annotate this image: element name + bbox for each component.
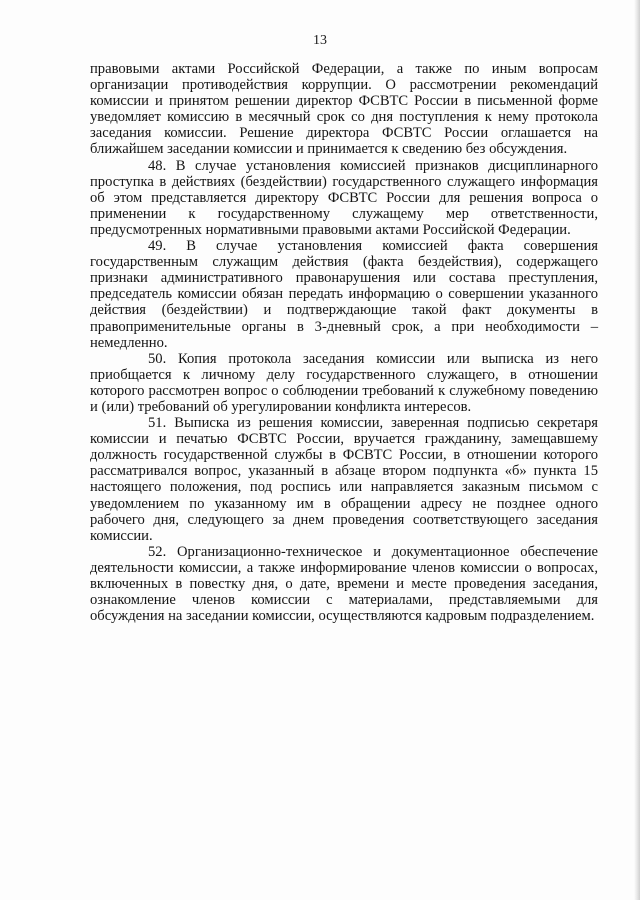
paragraph-48: 48. В случае установления комиссией признаков дисциплинарного проступка в действиях (бездействии) государственного служащего информация об этом представляется директору ФСВТС России для решения вопроса о применении к государственному служащему мер ответственности, предусмотренных нормативными правовыми актами Российской Федерации.: [90, 157, 598, 238]
scan-edge-shadow: [634, 0, 640, 900]
paragraph-49: 49. В случае установления комиссией факта совершения государственным служащим действия (факта бездействия), содержащего признаки административного правонарушения или состава преступления, председатель комиссии обязан передать информацию о совершении указанного действия (бездействии) и подтверждающие такой факт документы в правоприменительные органы в 3-дневный срок, а при необходимости – немедленно.: [90, 238, 598, 351]
paragraph-52: 52. Организационно-техническое и документационное обеспечение деятельности комиссии, а также информирование членов комиссии о вопросах, включенных в повестку дня, о дате, времени и месте проведения заседания, ознакомление членов комиссии с материалами, представляемыми для обсуждения на заседании комиссии, осуществляются кадровым подразделением.: [90, 543, 598, 625]
document-body: [90, 61, 598, 624]
paragraph-51: 51. Выписка из решения комиссии, заверенная подписью секретаря комиссии и печатью ФСВТС России, вручается гражданину, замещавшему должность государственной службы в ФСВТС России, в отношении которого рассматривался вопрос, указанный в абзаце втором подпункта «б» пункта 15 настоящего положения, под роспись или направляется заказным письмом с уведомлением по указанному им в обращении адресу не позднее одного рабочего дня, следующего за днем проведения соответствующего заседания комиссии.: [90, 415, 598, 544]
paragraph-continuation: правовыми актами Российской Федерации, а также по иным вопросам организации противодействия коррупции. О рассмотрении рекомендаций комиссии и принятом решении директор ФСВТС России в письменной форме уведомляет комиссию в месячный срок со дня поступления к нему протокола заседания комиссии. Решение директора ФСВТС России оглашается на ближайшем заседании комиссии и принимается к сведению без обсуждения.: [90, 61, 598, 158]
page-number: 13: [313, 33, 327, 48]
paragraph-50: 50. Копия протокола заседания комиссии или выписка из него приобщается к личному делу государственного служащего, в отношении которого рассмотрен вопрос о соблюдении требований к служебному поведению и (или) требований об урегулировании конфликта интересов.: [90, 350, 598, 415]
